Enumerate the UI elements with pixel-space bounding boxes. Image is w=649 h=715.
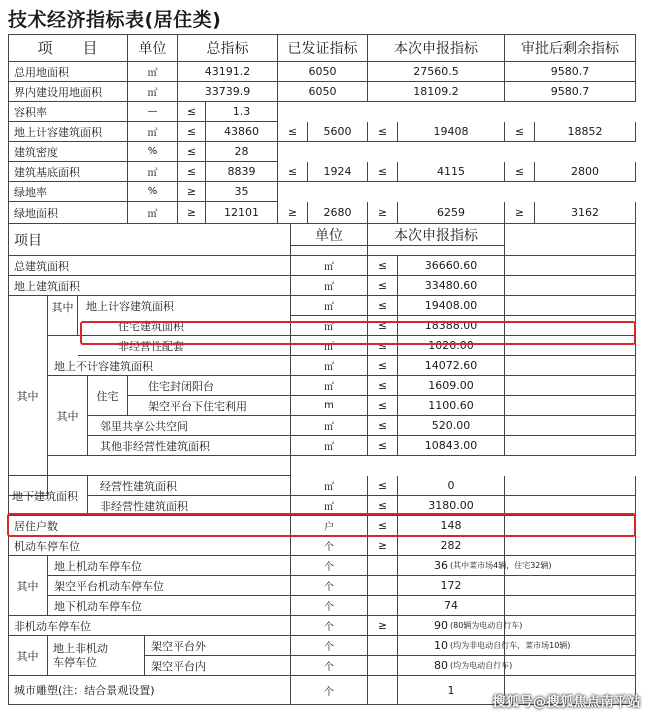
t2-row-value-text: 19408.00 <box>424 299 478 312</box>
t2-row-unit: ㎡ <box>291 316 368 336</box>
t1-row-remaining: 3162 <box>535 202 636 224</box>
t1-row-current-sym: ≤ <box>368 162 398 182</box>
t1-row-issued-sym: ≤ <box>278 122 308 142</box>
t1-row-issued: 6050 <box>278 82 368 102</box>
t1-row-current-sym: ≤ <box>368 122 398 142</box>
t1-row-current: 27560.5 <box>368 62 505 82</box>
t2-row-value-text: 520.00 <box>431 419 471 432</box>
t2-row-sym: ≤ <box>368 256 398 276</box>
t1-row-issued: 2680 <box>308 202 368 224</box>
t2-row-blank <box>505 376 636 396</box>
t1-row-issued-sym: ≥ <box>278 202 308 224</box>
t1-row-name: 界内建设用地面积 <box>8 82 128 102</box>
t1-row-unit: ㎡ <box>128 162 178 182</box>
t2-row-name: 总建筑面积 <box>8 256 291 276</box>
t1-row-name: 建筑基底面积 <box>8 162 128 182</box>
t2-row-name: 居住户数 <box>8 516 291 536</box>
t2-row-blank <box>505 276 636 296</box>
t2-row-value <box>398 296 505 316</box>
t2-row-value-text: 172 <box>440 579 462 592</box>
t2-row-name: 架空平台外 <box>145 636 291 656</box>
t2-row-unit: 个 <box>291 636 368 656</box>
t2-row-sym: ≤ <box>368 336 398 356</box>
t1-row-name: 绿地率 <box>8 182 128 202</box>
t1-row-total: 33739.9 <box>178 82 278 102</box>
t2-row-name: 其他非经营性建筑面积 <box>88 436 291 456</box>
t2-row-value-text: 148 <box>440 519 462 532</box>
group-label-fjdcc: 地上非机动车停车位 <box>48 636 145 676</box>
t2-row-value-text: 1100.60 <box>428 399 474 412</box>
t2-row-name: 非经营性配套 <box>78 336 291 356</box>
t2-row-unit: m <box>291 396 368 416</box>
page-title: 技术经济指标表(居住类) <box>8 9 222 31</box>
t1-row-unit: ㎡ <box>128 82 178 102</box>
t2-row-sym: ≥ <box>368 536 398 556</box>
t2-row-name: 机动车停车位 <box>8 536 291 556</box>
t2-row-sym <box>368 656 398 676</box>
t2-row-unit: ㎡ <box>291 256 368 276</box>
t2-row-value-text: 1020.00 <box>428 339 474 352</box>
t2-row-value <box>398 356 505 376</box>
t2-row-value <box>398 656 513 676</box>
t2-row-value <box>398 676 505 705</box>
t2-row-name: 地上不计容建筑面积 <box>48 356 291 376</box>
t1-row-total-sym: ≤ <box>178 122 206 142</box>
t2-row-value <box>398 596 505 616</box>
t2-row-value <box>398 556 552 576</box>
t2-row-unit: 个 <box>291 556 368 576</box>
t2-row-value-text: 80 <box>434 659 448 672</box>
t2-header-unit: 单位 <box>291 224 368 246</box>
t1-row-current: 19408 <box>398 122 505 142</box>
t1-row-remaining: 9580.7 <box>505 62 636 82</box>
t1-row-name: 绿地面积 <box>8 202 128 224</box>
t2-row-blank <box>505 616 636 636</box>
header-remaining: 审批后剩余指标 <box>505 34 636 62</box>
t2-row-name: 住宅建筑面积 <box>78 316 291 336</box>
t2-row-value <box>398 376 505 396</box>
t2-row-sym: ≥ <box>368 616 398 636</box>
t2-row-value-text: 1 <box>447 683 455 697</box>
t1-row-total-sym: ≥ <box>178 182 206 202</box>
t1-row-remaining-sym: ≤ <box>505 122 535 142</box>
t2-row-name: 城市雕塑(注：结合景观设置) <box>8 676 291 705</box>
t2-row-unit: ㎡ <box>291 336 368 356</box>
t2-row-unit: ㎡ <box>291 296 368 316</box>
t1-row-issued: 6050 <box>278 62 368 82</box>
t1-row-unit: ㎡ <box>128 202 178 224</box>
indicator-table <box>8 34 636 705</box>
t2-row-value-text: 33480.60 <box>424 279 478 292</box>
t2-row-unit: 个 <box>291 676 368 705</box>
t2-row-sym: ≤ <box>368 496 398 516</box>
t2-row-sym: ≤ <box>368 376 398 396</box>
t2-row-value <box>398 276 505 296</box>
t2-row-name: 架空平台下住宅利用 <box>128 396 291 416</box>
t1-row-unit: ㎡ <box>128 122 178 142</box>
t2-row-name: 地上建筑面积 <box>8 276 291 296</box>
t2-row-unit: 户 <box>291 516 368 536</box>
t1-row-total: 35 <box>206 182 278 202</box>
t1-row-total-sym: ≥ <box>178 202 206 224</box>
t2-header-blank <box>505 224 636 256</box>
t2-row-sym: ≤ <box>368 396 398 416</box>
t2-row-name: 地下机动车停车位 <box>48 596 291 616</box>
t2-row-blank <box>505 556 636 576</box>
group-label-qizhong-sub2: 其中 <box>48 376 88 456</box>
t2-row-value <box>398 616 523 636</box>
t2-row-unit: ㎡ <box>291 436 368 456</box>
t2-row-sym: ≤ <box>368 296 398 316</box>
t2-row-name: 架空平台内 <box>145 656 291 676</box>
group-label-qizhong-parking: 其中 <box>8 556 48 616</box>
t2-row-blank <box>505 596 636 616</box>
t2-row-value <box>398 516 505 536</box>
t2-row-value <box>398 336 505 356</box>
t2-row-value <box>398 476 505 496</box>
t2-row-value-text: 18388.00 <box>424 319 478 332</box>
t1-row-unit: % <box>128 182 178 202</box>
t2-row-blank <box>505 296 636 316</box>
header-item: 项 目 <box>8 34 128 62</box>
t1-row-remaining: 2800 <box>535 162 636 182</box>
t1-row-issued-sym: ≤ <box>278 162 308 182</box>
t1-row-total-sym: ≤ <box>178 142 206 162</box>
header-current: 本次申报指标 <box>368 34 505 62</box>
t1-row-current-sym: ≥ <box>368 202 398 224</box>
t2-row-name: 非机动车停车位 <box>8 616 291 636</box>
t2-row-value <box>398 316 505 336</box>
t2-row-value-text: 1609.00 <box>428 379 474 392</box>
t1-row-name: 容积率 <box>8 102 128 122</box>
t2-row-blank <box>505 656 636 676</box>
t1-row-total: 28 <box>206 142 278 162</box>
t2-row-value-note: (80辆为电动自行车) <box>450 621 523 630</box>
t2-row-blank <box>505 536 636 556</box>
t2-row-unit: ㎡ <box>291 356 368 376</box>
t2-row-name: 架空平台机动车停车位 <box>48 576 291 596</box>
t2-header-current: 本次申报指标 <box>368 224 505 246</box>
t2-row-blank <box>505 336 636 356</box>
t1-row-remaining: 18852 <box>535 122 636 142</box>
t1-row-unit: — <box>128 102 178 122</box>
t2-row-value-note: (其中菜市场4辆，住宅32辆) <box>450 561 552 570</box>
t1-row-unit: ㎡ <box>128 62 178 82</box>
header-total: 总指标 <box>178 34 278 62</box>
t2-row-value-text: 14072.60 <box>424 359 478 372</box>
t2-row-value-text: 3180.00 <box>428 499 474 512</box>
t2-row-unit: 个 <box>291 616 368 636</box>
t1-row-total: 43860 <box>206 122 278 142</box>
t2-row-value <box>398 416 505 436</box>
t1-row-total: 8839 <box>206 162 278 182</box>
t2-header-item: 项目 <box>8 224 291 256</box>
t2-row-sym <box>368 596 398 616</box>
t2-row-blank <box>505 496 636 516</box>
t2-row-value <box>398 496 505 516</box>
t2-row-blank <box>505 476 636 496</box>
t2-row-blank <box>505 256 636 276</box>
t2-row-unit: ㎡ <box>291 416 368 436</box>
t2-row-unit: 个 <box>291 576 368 596</box>
t2-row-value <box>398 256 505 276</box>
t1-row-name: 总用地面积 <box>8 62 128 82</box>
t2-row-blank <box>505 316 636 336</box>
t2-row-name: 经营性建筑面积 <box>88 476 291 496</box>
t2-row-sym <box>368 576 398 596</box>
t2-row-value-text: 282 <box>440 539 462 552</box>
t1-row-total-sym: ≤ <box>178 102 206 122</box>
t2-row-blank <box>505 576 636 596</box>
t2-row-name: 住宅封闭阳台 <box>128 376 291 396</box>
t2-row-blank <box>505 636 636 656</box>
t2-row-value <box>398 396 505 416</box>
t2-row-value-text: 0 <box>447 479 455 492</box>
t1-row-unit: % <box>128 142 178 162</box>
t2-row-sym <box>368 636 398 656</box>
t2-row-sym: ≤ <box>368 416 398 436</box>
t2-row-value-text: 90 <box>434 619 448 632</box>
t2-row-value-note: (均为非电动自行车，菜市场10辆) <box>450 641 571 650</box>
t2-row-value-text: 10 <box>434 639 448 652</box>
t2-blank-cell <box>8 456 291 476</box>
t2-header-unit-spacer <box>291 246 368 256</box>
header-issued: 已发证指标 <box>278 34 368 62</box>
t2-row-value-text: 36 <box>434 559 448 572</box>
header-unit: 单位 <box>128 34 178 62</box>
t2-row-name: 地上计容建筑面积 <box>48 296 291 316</box>
t2-row-blank <box>505 356 636 376</box>
t1-row-total-sym: ≤ <box>178 162 206 182</box>
t2-row-sym <box>368 556 398 576</box>
t2-row-name: 邻里共享公共空间 <box>88 416 291 436</box>
t2-row-unit: 个 <box>291 596 368 616</box>
t2-row-unit: ㎡ <box>291 476 368 496</box>
t1-row-total: 1.3 <box>206 102 278 122</box>
t2-row-value-note: (均为电动自行车) <box>450 661 513 670</box>
t2-row-sym: ≤ <box>368 316 398 336</box>
group-label-dixia: 地下建筑面积 <box>8 476 88 516</box>
t2-row-value <box>398 636 571 656</box>
t2-row-name: 地上机动车停车位 <box>48 556 291 576</box>
group-label-qizhong-bike: 其中 <box>8 636 48 676</box>
t1-row-total: 43191.2 <box>178 62 278 82</box>
t1-row-issued: 1924 <box>308 162 368 182</box>
t1-row-current: 18109.2 <box>368 82 505 102</box>
group-label-zhuzhai: 住宅 <box>88 376 128 416</box>
t1-row-remaining-sym: ≤ <box>505 162 535 182</box>
t2-row-blank <box>505 416 636 436</box>
t1-row-remaining: 9580.7 <box>505 82 636 102</box>
t2-row-unit: ㎡ <box>291 376 368 396</box>
t2-row-sym: ≤ <box>368 436 398 456</box>
group-label-qizhong-sub1: 其中 <box>48 296 78 336</box>
t2-row-blank <box>505 436 636 456</box>
t2-header-current-spacer <box>368 246 505 256</box>
t2-row-value-text: 74 <box>444 599 458 612</box>
t1-row-current: 4115 <box>398 162 505 182</box>
t2-row-sym: ≤ <box>368 516 398 536</box>
t1-row-name: 建筑密度 <box>8 142 128 162</box>
group-label-qizhong: 其中 <box>8 296 48 496</box>
t1-row-total: 12101 <box>206 202 278 224</box>
t2-row-sym: ≤ <box>368 276 398 296</box>
t1-row-current: 6259 <box>398 202 505 224</box>
t2-row-value-text: 36660.60 <box>424 259 478 272</box>
t1-row-name: 地上计容建筑面积 <box>8 122 128 142</box>
t2-row-unit: 个 <box>291 656 368 676</box>
t2-row-sym: ≤ <box>368 356 398 376</box>
t2-row-name: 非经营性建筑面积 <box>88 496 291 516</box>
t2-row-blank <box>505 396 636 416</box>
t1-row-issued: 5600 <box>308 122 368 142</box>
t2-row-sym: ≤ <box>368 476 398 496</box>
t2-row-unit: ㎡ <box>291 276 368 296</box>
t2-row-value <box>398 536 505 556</box>
t2-row-value <box>398 436 505 456</box>
t2-row-value-text: 10843.00 <box>424 439 478 452</box>
t2-row-sym <box>368 676 398 705</box>
t1-row-remaining-sym: ≥ <box>505 202 535 224</box>
watermark: 搜狐号@搜狐焦点南平站 <box>492 695 641 710</box>
t2-row-unit: 个 <box>291 536 368 556</box>
t2-row-value <box>398 576 505 596</box>
t2-row-unit: ㎡ <box>291 496 368 516</box>
t2-row-blank <box>505 516 636 536</box>
